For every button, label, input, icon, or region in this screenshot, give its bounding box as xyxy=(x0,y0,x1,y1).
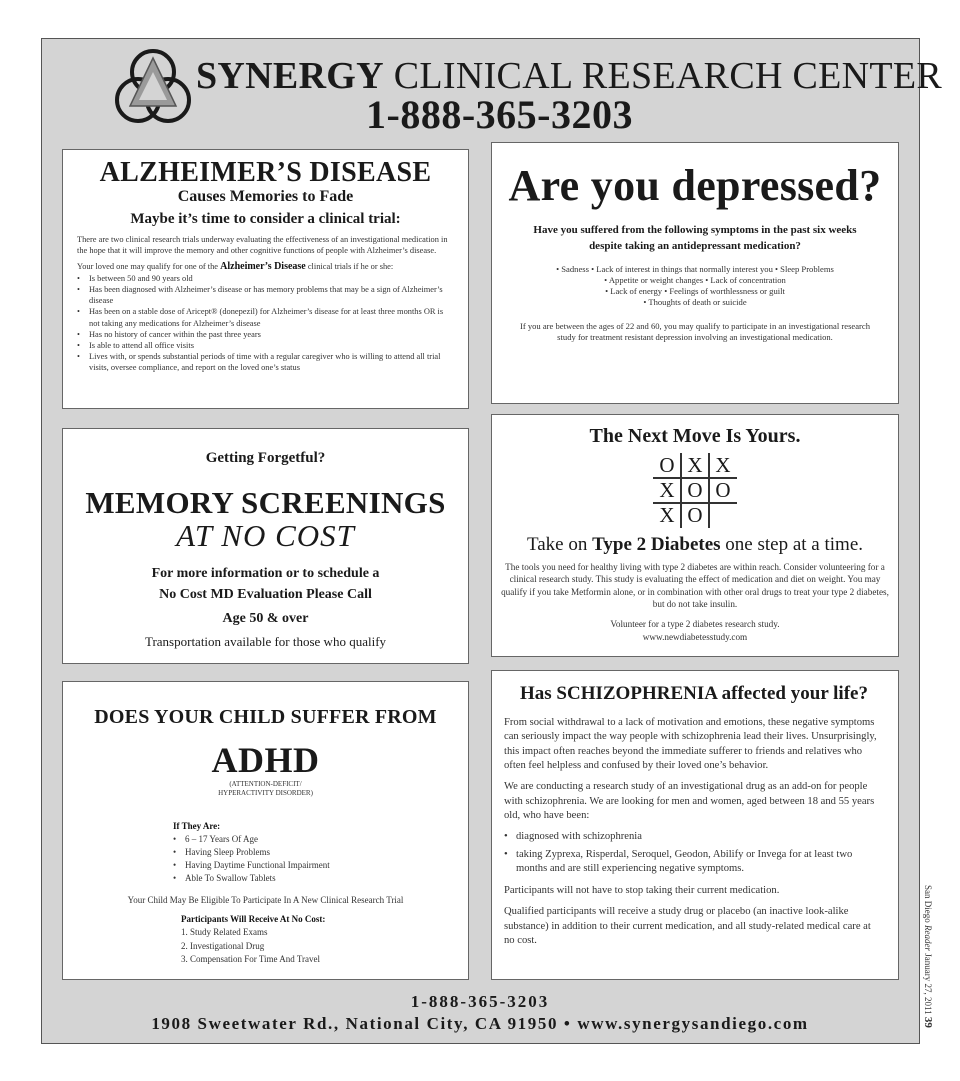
adhd-definition: (ATTENTION-DEFICIT/ HYPERACTIVITY DISORDER) xyxy=(218,780,313,798)
depression-title: Are you depressed? xyxy=(508,161,882,210)
list-item: • Lives with, or spends substantial periods of time with a regular caregiver who is willing to attend all trial visits, oversee compliance, and report on the loved one’s status xyxy=(77,351,454,373)
list-item: • Able To Swallow Tablets xyxy=(173,872,468,885)
board-cell: O xyxy=(687,478,703,502)
schizophrenia-p4: Qualified participants will receive a study drug or placebo (an inactive look-alike substance) in addition to their current medication, and all study-related medical care at no cost. xyxy=(504,906,871,947)
publication-info: San Diego Reader January 27, 2011 39 xyxy=(922,885,934,1028)
depression-ad xyxy=(491,142,899,404)
diabetes-volunteer: Volunteer for a type 2 diabetes research study. www.newdiabetesstudy.com xyxy=(492,618,898,644)
list-item: • Has no history of cancer within the past three years xyxy=(77,329,454,340)
diabetes-tagline: Take on Type 2 Diabetes one step at a time. xyxy=(526,534,864,555)
board-cell: X xyxy=(687,453,703,477)
footer-address: 1908 Sweetwater Rd., National City, CA 91950 • www.synergysandiego.com xyxy=(151,1014,809,1033)
list-item: • Has been on a stable dose of Aricept® (donepezil) for Alzheimer’s disease for at least three months OR is not taking any medications for Alzheimer’s disease xyxy=(77,306,454,328)
diabetes-url: www.newdiabetesstudy.com xyxy=(642,632,748,643)
depression-question: Have you suffered from the following symptoms in the past six weeks despite taking an antidepressant medication? xyxy=(533,224,857,252)
schizophrenia-title: Has SCHIZOPHRENIA affected your life? xyxy=(520,683,868,704)
depression-symptoms: • Sadness • Lack of interest in things that normally interest you • Sleep Problems • Appetite or weight changes • Lack of concentration • Lack of energy • Feelings of worthlessness or guilt • Thoughts of death or suicide xyxy=(556,263,834,308)
schizophrenia-p1: From social withdrawal to a lack of motivation and emotions, these negative symptoms can seriously impact the way people with schizophrenia lead their lives. Unsurprisingly, this impact often reaches beyond the immediate sufferer to friends and relatives who often feel helpless and confused by their loved one’s behavior. xyxy=(504,716,877,772)
schizophrenia-p2: We are conducting a research study of an investigational drug as an add-on for people with schizophrenia. We are looking for men and women, aged between 18 and 55 years old, who have been: xyxy=(504,781,875,822)
board-cell: X xyxy=(659,478,675,502)
header-phone: 1-888-365-3203 xyxy=(366,92,633,137)
list-item: • diagnosed with schizophrenia xyxy=(504,830,884,844)
board-cell xyxy=(709,503,737,528)
adhd-eligible: Your Child May Be Eligible To Participate In A New Clinical Research Trial xyxy=(127,895,404,906)
diabetes-ad xyxy=(491,414,899,657)
list-item: • Having Sleep Problems xyxy=(173,846,468,859)
schizophrenia-criteria xyxy=(504,830,884,877)
adhd-criteria-heading: If They Are: xyxy=(173,821,221,832)
synergy-logo-icon xyxy=(112,48,194,128)
schizophrenia-p3: Participants will not have to stop taking their current medication. xyxy=(504,884,780,896)
board-cell: O xyxy=(659,453,675,477)
memory-age: Age 50 & over xyxy=(222,611,309,626)
memory-subtitle: AT NO COST xyxy=(176,518,355,553)
list-item: • Is able to attend all office visits xyxy=(77,340,454,351)
memory-transport: Transportation available for those who qualify xyxy=(144,634,387,649)
depression-body: If you are between the ages of 22 and 60, you may qualify to participate in an investigational research study for treatment resistant depression involving an investigational medication. xyxy=(519,320,871,343)
alzheimers-subtitle: Causes Memories to Fade xyxy=(177,188,354,206)
diabetes-body: The tools you need for healthy living with type 2 diabetes are within reach. Consider volunteering for a clinical research study. This study is evaluating the effect of medication and diet on weight. You may qualify if you take Metformin alone, or in combination with other oral drugs to treat your type 2 diabetes, but do not take insulin. xyxy=(501,561,889,610)
center-name: SYNERGY CLINICAL RESEARCH CENTER xyxy=(196,55,943,97)
diabetes-title: The Next Move Is Yours. xyxy=(589,425,801,447)
page-number: 39 xyxy=(922,1016,934,1028)
page-footer-side xyxy=(920,885,938,1045)
alzheimers-ad xyxy=(62,149,469,409)
list-item: • Is between 50 and 90 years old xyxy=(77,273,454,284)
memory-question: Getting Forgetful? xyxy=(205,450,326,466)
alzheimers-criteria xyxy=(77,273,454,373)
board-cell: O xyxy=(715,478,731,502)
alzheimers-subtitle2: Maybe it’s time to consider a clinical trial: xyxy=(130,210,401,227)
list-item: • Having Daytime Functional Impairment xyxy=(173,859,468,872)
list-item: • Has been diagnosed with Alzheimer’s disease or has memory problems that may be a sign of Alzheimer’s disease xyxy=(77,284,454,306)
adhd-benefits-heading: Participants Will Receive At No Cost: xyxy=(181,914,326,925)
memory-title: MEMORY SCREENINGS xyxy=(85,485,446,520)
list-item: 2. Investigational Drug xyxy=(181,940,265,951)
adhd-title: ADHD xyxy=(211,740,320,780)
adhd-ad xyxy=(62,681,469,980)
adhd-benefits xyxy=(181,913,468,965)
board-cell: X xyxy=(715,453,731,477)
memory-ad xyxy=(62,428,469,664)
list-item: • 6 – 17 Years Of Age xyxy=(173,833,468,846)
memory-info: For more information or to schedule a No Cost MD Evaluation Please Call xyxy=(151,566,380,602)
board-cell: O xyxy=(687,503,703,527)
adhd-criteria xyxy=(173,820,468,885)
alzheimers-qualify: Your loved one may qualify for one of the Alzheimer’s Disease clinical trials if he or she: xyxy=(77,261,394,273)
footer-phone: 1-888-365-3203 xyxy=(410,992,550,1011)
list-item: • taking Zyprexa, Risperdal, Seroquel, Geodon, Abilify or Invega for at least two months and are still experiencing negative symptoms. xyxy=(504,848,884,877)
list-item: 1. Study Related Exams xyxy=(181,927,268,938)
schizophrenia-ad xyxy=(491,670,899,980)
alzheimers-title: ALZHEIMER’S DISEASE xyxy=(99,157,432,188)
adhd-question: DOES YOUR CHILD SUFFER FROM xyxy=(94,706,437,728)
alzheimers-intro: There are two clinical research trials underway evaluating the effectiveness of an investigational medication in the hope that it will improve the memory and other cognitive functions of people with Alzheimer’s disease. xyxy=(77,234,448,255)
board-cell: X xyxy=(659,503,675,527)
tic-tac-toe-board xyxy=(653,453,737,528)
list-item: 3. Compensation For Time And Travel xyxy=(181,953,321,964)
